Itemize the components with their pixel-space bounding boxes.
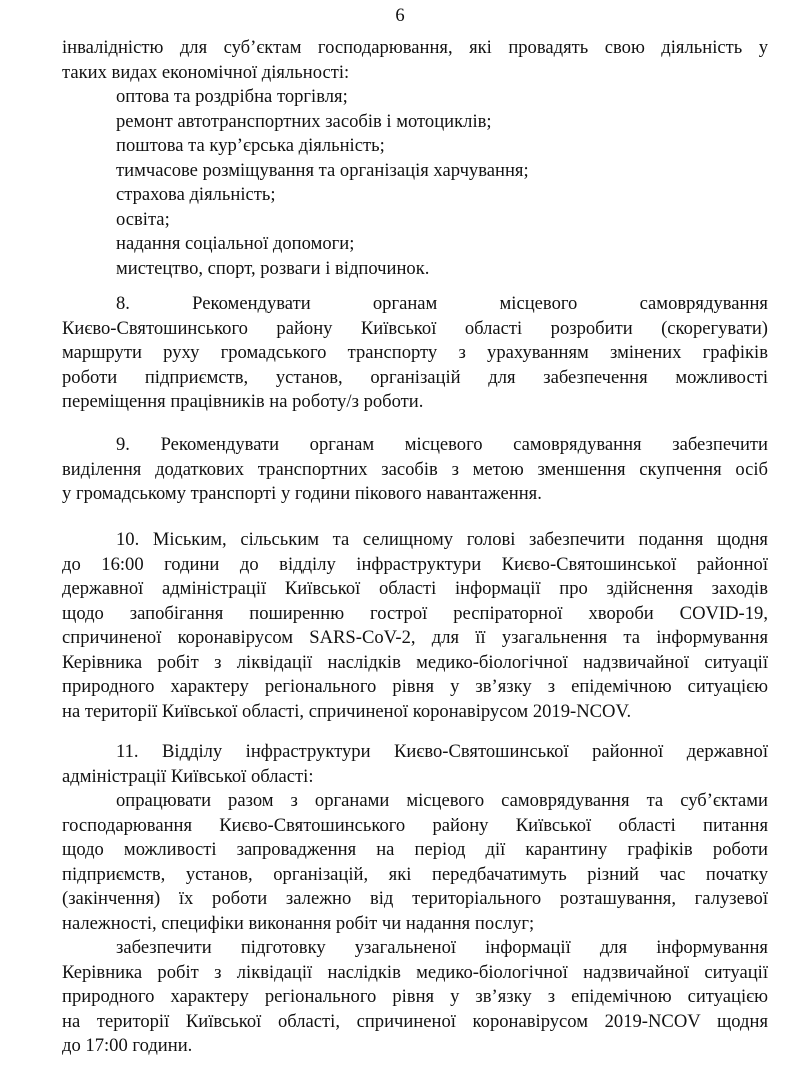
text-line: переміщення працівників на роботу/з роботи.: [62, 391, 424, 412]
text-line: опрацювати разом з органами місцевого самоврядування та суб’єктами: [116, 790, 768, 811]
list-item: поштова та кур’єрська діяльність;: [116, 135, 385, 156]
intro-paragraph: [62, 36, 768, 281]
text-line: (закінчення) їх роботи залежно від територіального розташування, галузевої: [62, 888, 768, 909]
text-line: 11. Відділу інфраструктури Києво-Святошинської районної державної: [116, 741, 768, 762]
text-line: Керівника робіт з ліквідації наслідків медико-біологічної надзвичайної ситуації: [62, 961, 768, 983]
text-line: до 16:00 години до відділу інфраструктури Києво-Святошинської районної: [62, 553, 768, 575]
text-line: виділення додаткових транспортних засобів з метою зменшення скупчення осіб: [62, 458, 768, 480]
text-line: щодо запобігання поширенню гострої респіраторної хвороби COVID-19,: [62, 602, 768, 624]
text-line: 9. Рекомендувати органам місцевого самоврядування забезпечити: [116, 434, 768, 455]
list-item: ремонт автотранспортних засобів і мотоциклів;: [116, 110, 492, 132]
text-line: державної адміністрації Київської області інформації про здійснення заходів: [62, 578, 768, 599]
text-line: до 17:00 години.: [62, 1035, 193, 1056]
text-line: Києво-Святошинського району Київської області розробити (скорегувати): [62, 317, 768, 339]
paragraph-10: [62, 528, 768, 724]
text-line: спричиненої коронавірусом SARS-CoV-2, для її узагальнення та інформування: [62, 627, 768, 648]
list-item: оптова та роздрібна торгівля;: [116, 86, 348, 107]
text-line: маршрути руху громадського транспорту з урахуванням змінених графіків: [62, 342, 768, 363]
text-line: роботи підприємств, установ, організацій для забезпечення можливості: [62, 366, 768, 388]
paragraph-11: [62, 740, 768, 1059]
text-line: інвалідністю для суб’єктам господарювання, які провадять свою діяльність у: [62, 37, 768, 58]
list-item: надання соціальної допомоги;: [116, 233, 355, 254]
text-line: забезпечити підготовку узагальненої інформації для інформування: [116, 937, 768, 958]
text-line: 8. Рекомендувати органам місцевого самоврядування: [116, 293, 768, 314]
activity-list: [62, 85, 768, 281]
page-number: 6: [395, 5, 405, 26]
text-line: на території Київської області, спричиненої коронавірусом 2019-NCOV щодня: [62, 1010, 768, 1032]
list-item: тимчасове розміщування та організація харчування;: [116, 159, 529, 181]
text-line: щодо можливості запровадження на період дії карантину графіків роботи: [62, 839, 768, 860]
paragraph-9: [62, 433, 768, 507]
text-line: Керівника робіт з ліквідації наслідків медико-біологічної надзвичайної ситуації: [62, 651, 768, 673]
text-line: господарювання Києво-Святошинського району Київської області питання: [62, 814, 768, 836]
text-line: природного характеру регіонального рівня у зв’язку з епідемічною ситуацією: [62, 986, 768, 1007]
text-line: у громадському транспорті у години пікового навантаження.: [62, 483, 542, 504]
list-item: мистецтво, спорт, розваги і відпочинок.: [116, 257, 430, 279]
text-line: належності, специфіки виконання робіт чи надання послуг;: [62, 912, 535, 934]
list-item: освіта;: [116, 208, 170, 230]
text-line: таких видах економічної діяльності:: [62, 61, 350, 83]
text-line: 10. Міським, сільським та селищному голові забезпечити подання щодня: [116, 529, 768, 550]
text-line: підприємств, установ, організацій, які передбачатимуть різний час початку: [62, 863, 768, 885]
list-item: страхова діяльність;: [116, 184, 276, 205]
paragraph-8: [62, 292, 768, 415]
text-line: адміністрації Київської області:: [62, 765, 314, 787]
text-line: природного характеру регіонального рівня у зв’язку з епідемічною ситуацією: [62, 676, 768, 697]
text-line: на території Київської області, спричиненої коронавірусом 2019-NCOV.: [62, 700, 632, 722]
